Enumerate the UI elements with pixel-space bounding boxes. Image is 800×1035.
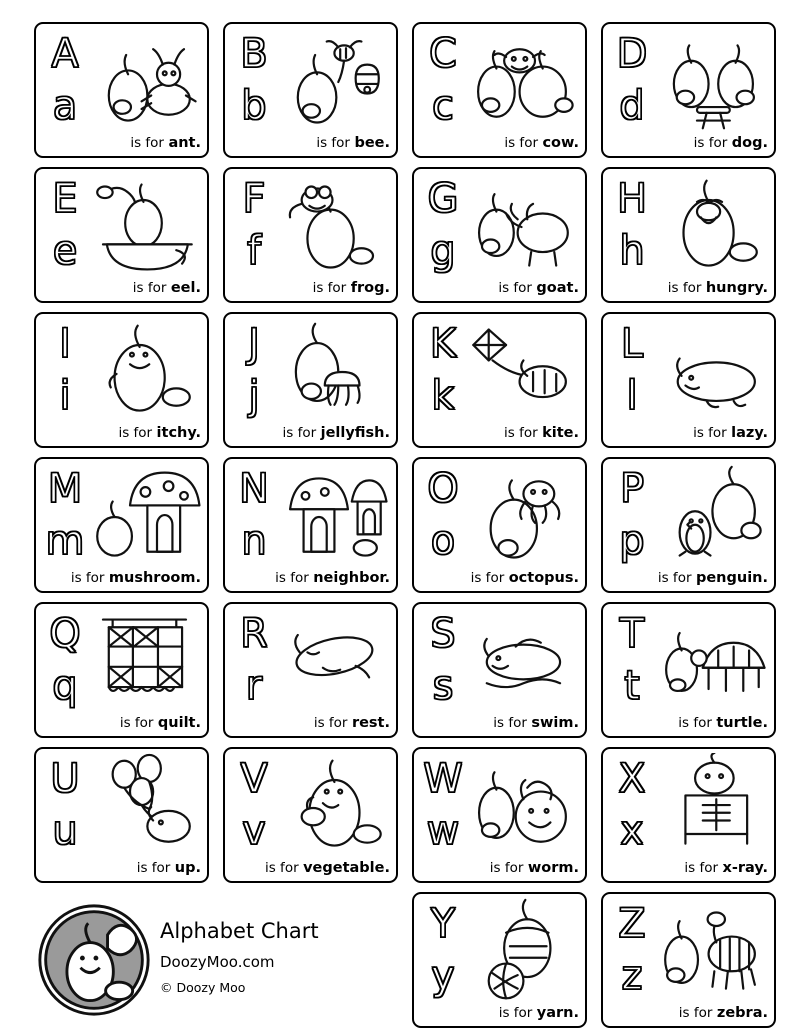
lowercase-letter: k: [431, 373, 455, 419]
card-caption: [420, 426, 579, 442]
alphabet-card[interactable]: [412, 457, 587, 593]
card-cell-i: [34, 312, 209, 448]
alphabet-card[interactable]: [412, 892, 587, 1028]
letter-pair: [234, 753, 274, 877]
letter-pair: [234, 463, 274, 587]
letter-pair: [45, 318, 85, 442]
card-caption: [42, 861, 201, 877]
lowercase-letter: v: [242, 808, 266, 854]
alphabet-card[interactable]: [601, 22, 776, 158]
letter-pair: [612, 753, 652, 877]
alphabet-card-grid: [34, 22, 770, 1028]
card-cell-e: [34, 167, 209, 303]
eel-in-bowl-illustration: [84, 173, 203, 281]
card-caption: [420, 861, 579, 877]
is-for-text: is for: [684, 860, 719, 877]
letter-pair: [612, 898, 652, 1022]
balloons-up-illustration: [84, 753, 203, 861]
card-word: worm.: [527, 860, 579, 877]
card-caption: [609, 716, 768, 732]
letter-pair: [423, 898, 463, 1022]
card-cell-k: [412, 312, 587, 448]
uppercase-letter: V: [240, 756, 268, 802]
octopus-illustration: [462, 463, 581, 571]
card-cell-p: [601, 457, 776, 593]
bee-and-hive-illustration: [273, 28, 392, 136]
lowercase-letter: a: [52, 83, 78, 129]
card-caption: [420, 281, 579, 297]
is-for-text: is for: [470, 570, 505, 587]
alphabet-card[interactable]: [412, 167, 587, 303]
lowercase-letter: x: [620, 808, 644, 854]
lowercase-letter: j: [248, 373, 260, 419]
card-word: frog.: [350, 280, 390, 297]
resting-character-illustration: [273, 608, 392, 716]
card-word: itchy.: [156, 425, 201, 442]
is-for-text: is for: [313, 715, 348, 732]
letter-pair: [45, 173, 85, 297]
is-for-text: is for: [693, 135, 728, 152]
card-caption: [231, 861, 390, 877]
card-caption: [420, 716, 579, 732]
letter-pair: [423, 463, 463, 587]
yarn-illustration: [462, 898, 581, 1006]
uppercase-letter: U: [50, 756, 80, 802]
alphabet-card[interactable]: [34, 22, 209, 158]
turtle-illustration: [651, 608, 770, 716]
letter-pair: [612, 608, 652, 732]
alphabet-card[interactable]: [601, 602, 776, 738]
is-for-text: is for: [119, 715, 154, 732]
card-word: mushroom.: [108, 570, 201, 587]
letter-pair: [423, 753, 463, 877]
uppercase-letter: S: [430, 611, 456, 657]
dog-illustration: [651, 28, 770, 136]
alphabet-card[interactable]: [601, 892, 776, 1028]
uppercase-letter: C: [429, 31, 457, 77]
alphabet-card[interactable]: [601, 457, 776, 593]
page-title: Alphabet Chart: [160, 918, 319, 943]
uppercase-letter: Q: [49, 611, 81, 657]
cow-illustration: [462, 28, 581, 136]
card-cell-v: [223, 747, 398, 883]
is-for-text: is for: [118, 425, 153, 442]
alphabet-card[interactable]: [34, 167, 209, 303]
card-cell-h: [601, 167, 776, 303]
is-for-text: is for: [70, 570, 105, 587]
itchy-character-illustration: [84, 318, 203, 426]
card-cell-o: [412, 457, 587, 593]
quilt-illustration: [84, 608, 203, 716]
brand-block: [34, 892, 319, 1028]
card-cell-c: [412, 22, 587, 158]
alphabet-card[interactable]: [34, 312, 209, 448]
uppercase-letter: M: [47, 466, 83, 512]
card-cell-n: [223, 457, 398, 593]
card-caption: [231, 716, 390, 732]
card-word: cow.: [542, 135, 579, 152]
letter-pair: [234, 28, 274, 152]
uppercase-letter: K: [429, 321, 457, 367]
frog-illustration: [273, 173, 392, 281]
card-cell-u: [34, 747, 209, 883]
card-cell-q: [34, 602, 209, 738]
card-word: yarn.: [536, 1005, 579, 1022]
card-word: x-ray.: [722, 860, 768, 877]
card-word: hungry.: [705, 280, 768, 297]
uppercase-letter: W: [423, 756, 463, 802]
is-for-text: is for: [693, 425, 727, 442]
mushroom-illustration: [84, 463, 203, 571]
letter-pair: [234, 318, 274, 442]
uppercase-letter: I: [59, 321, 71, 367]
is-for-text: is for: [667, 280, 702, 297]
card-word: bee.: [354, 135, 390, 152]
letter-pair: [612, 28, 652, 152]
card-cell-x: [601, 747, 776, 883]
is-for-text: is for: [678, 1005, 713, 1022]
lowercase-letter: u: [52, 808, 78, 854]
alphabet-card[interactable]: [223, 312, 398, 448]
lowercase-letter: w: [426, 808, 460, 854]
card-word: octopus.: [508, 570, 579, 587]
card-caption: [42, 426, 201, 442]
card-word: jellyfish.: [320, 425, 390, 442]
branding-cell: [34, 892, 319, 1028]
card-cell-s: [412, 602, 587, 738]
letter-pair: [45, 608, 85, 732]
lowercase-letter: g: [430, 228, 456, 274]
uppercase-letter: A: [51, 31, 79, 77]
card-cell-d: [601, 22, 776, 158]
card-caption: [42, 571, 201, 587]
vegetable-illustration: [273, 753, 392, 861]
card-cell-r: [223, 602, 398, 738]
is-for-text: is for: [316, 135, 350, 152]
uppercase-letter: L: [620, 321, 644, 367]
is-for-text: is for: [130, 135, 164, 152]
uppercase-letter: D: [616, 31, 648, 77]
letter-pair: [423, 318, 463, 442]
card-word: rest.: [351, 715, 390, 732]
uppercase-letter: P: [619, 466, 645, 512]
is-for-text: is for: [489, 860, 524, 877]
alphabet-card[interactable]: [34, 457, 209, 593]
hungry-character-illustration: [651, 173, 770, 281]
letter-pair: [423, 173, 463, 297]
card-word: swim.: [531, 715, 579, 732]
is-for-text: is for: [282, 425, 317, 442]
card-word: quilt.: [157, 715, 201, 732]
lowercase-letter: c: [432, 83, 454, 129]
uppercase-letter: Y: [430, 901, 456, 947]
card-word: kite.: [542, 425, 579, 442]
lowercase-letter: b: [241, 83, 267, 129]
card-caption: [609, 281, 768, 297]
card-cell-w: [412, 747, 587, 883]
uppercase-letter: G: [427, 176, 459, 222]
is-for-text: is for: [498, 1005, 533, 1022]
alphabet-card[interactable]: [412, 22, 587, 158]
card-cell-f: [223, 167, 398, 303]
alphabet-card[interactable]: [223, 457, 398, 593]
uppercase-letter: B: [240, 31, 268, 77]
lowercase-letter: p: [619, 518, 645, 564]
uppercase-letter: T: [619, 611, 645, 657]
card-caption: [42, 136, 201, 152]
letter-pair: [612, 318, 652, 442]
letter-pair: [423, 28, 463, 152]
lowercase-letter: s: [432, 663, 454, 709]
is-for-text: is for: [504, 135, 538, 152]
lowercase-letter: l: [626, 373, 638, 419]
website-url[interactable]: DoozyMoo.com: [160, 953, 275, 972]
uppercase-letter: Z: [618, 901, 646, 947]
letter-pair: [612, 173, 652, 297]
lowercase-letter: h: [619, 228, 645, 274]
alphabet-card[interactable]: [34, 747, 209, 883]
card-word: zebra.: [716, 1005, 768, 1022]
lazy-character-illustration: [651, 318, 770, 426]
is-for-text: is for: [657, 570, 692, 587]
card-word: penguin.: [695, 570, 768, 587]
lowercase-letter: q: [52, 663, 78, 709]
is-for-text: is for: [264, 860, 299, 877]
is-for-text: is for: [312, 280, 347, 297]
card-cell-g: [412, 167, 587, 303]
letter-pair: [234, 608, 274, 732]
letter-pair: [234, 173, 274, 297]
swimming-character-illustration: [462, 608, 581, 716]
alphabet-card[interactable]: [223, 602, 398, 738]
letter-pair: [45, 463, 85, 587]
letter-pair: [423, 608, 463, 732]
ant-and-bug-illustration: [84, 28, 203, 136]
card-cell-m: [34, 457, 209, 593]
card-caption: [42, 281, 201, 297]
lowercase-letter: f: [246, 228, 262, 274]
alphabet-card[interactable]: [601, 747, 776, 883]
spacer-cell: [223, 892, 398, 1028]
card-caption: [231, 426, 390, 442]
lowercase-letter: z: [621, 953, 643, 999]
card-caption: [231, 571, 390, 587]
penguin-illustration: [651, 463, 770, 571]
is-for-text: is for: [136, 860, 171, 877]
card-cell-z: [601, 892, 776, 1028]
is-for-text: is for: [504, 425, 538, 442]
uppercase-letter: X: [618, 756, 646, 802]
card-caption: [609, 136, 768, 152]
is-for-text: is for: [493, 715, 527, 732]
card-caption: [609, 426, 768, 442]
lowercase-letter: t: [624, 663, 640, 709]
x-ray-illustration: [651, 753, 770, 861]
doozy-moo-logo[interactable]: [36, 902, 152, 1018]
card-word: turtle.: [716, 715, 768, 732]
card-caption: [420, 1006, 579, 1022]
card-caption: [231, 281, 390, 297]
is-for-text: is for: [275, 570, 309, 587]
alphabet-card[interactable]: [223, 747, 398, 883]
card-cell-j: [223, 312, 398, 448]
uppercase-letter: H: [616, 176, 648, 222]
card-word: up.: [174, 860, 201, 877]
is-for-text: is for: [132, 280, 167, 297]
card-caption: [420, 571, 579, 587]
card-word: ant.: [168, 135, 201, 152]
alphabet-card[interactable]: [223, 167, 398, 303]
jellyfish-illustration: [273, 318, 392, 426]
card-cell-b: [223, 22, 398, 158]
uppercase-letter: R: [240, 611, 268, 657]
alphabet-card[interactable]: [601, 312, 776, 448]
uppercase-letter: J: [248, 321, 260, 367]
card-cell-a: [34, 22, 209, 158]
card-caption: [609, 861, 768, 877]
letter-pair: [612, 463, 652, 587]
card-cell-l: [601, 312, 776, 448]
lowercase-letter: e: [52, 228, 78, 274]
kite-illustration: [462, 318, 581, 426]
card-caption: [609, 571, 768, 587]
alphabet-card[interactable]: [223, 22, 398, 158]
lowercase-letter: y: [431, 953, 455, 999]
letter-pair: [45, 28, 85, 152]
lowercase-letter: o: [430, 518, 456, 564]
alphabet-card[interactable]: [34, 602, 209, 738]
card-cell-t: [601, 602, 776, 738]
card-caption: [609, 1006, 768, 1022]
card-word: lazy.: [731, 425, 768, 442]
card-caption: [231, 136, 390, 152]
uppercase-letter: F: [242, 176, 266, 222]
lowercase-letter: d: [619, 83, 645, 129]
zebra-illustration: [651, 898, 770, 1006]
worm-illustration: [462, 753, 581, 861]
card-word: vegetable.: [303, 860, 390, 877]
card-cell-y: [412, 892, 587, 1028]
lowercase-letter: n: [241, 518, 267, 564]
uppercase-letter: N: [239, 466, 269, 512]
uppercase-letter: O: [427, 466, 459, 512]
letter-pair: [45, 753, 85, 877]
card-word: eel.: [170, 280, 201, 297]
uppercase-letter: E: [52, 176, 78, 222]
card-word: dog.: [731, 135, 768, 152]
lowercase-letter: m: [45, 518, 85, 564]
neighbor-houses-illustration: [273, 463, 392, 571]
alphabet-card[interactable]: [601, 167, 776, 303]
card-caption: [420, 136, 579, 152]
alphabet-card[interactable]: [412, 602, 587, 738]
is-for-text: is for: [498, 280, 532, 297]
card-caption: [42, 716, 201, 732]
card-word: neighbor.: [313, 570, 390, 587]
card-word: goat.: [536, 280, 579, 297]
goat-illustration: [462, 173, 581, 281]
alphabet-card[interactable]: [412, 747, 587, 883]
alphabet-card[interactable]: [412, 312, 587, 448]
lowercase-letter: r: [245, 663, 263, 709]
copyright-notice: © Doozy Moo: [160, 980, 246, 996]
is-for-text: is for: [678, 715, 712, 732]
lowercase-letter: i: [59, 373, 71, 419]
